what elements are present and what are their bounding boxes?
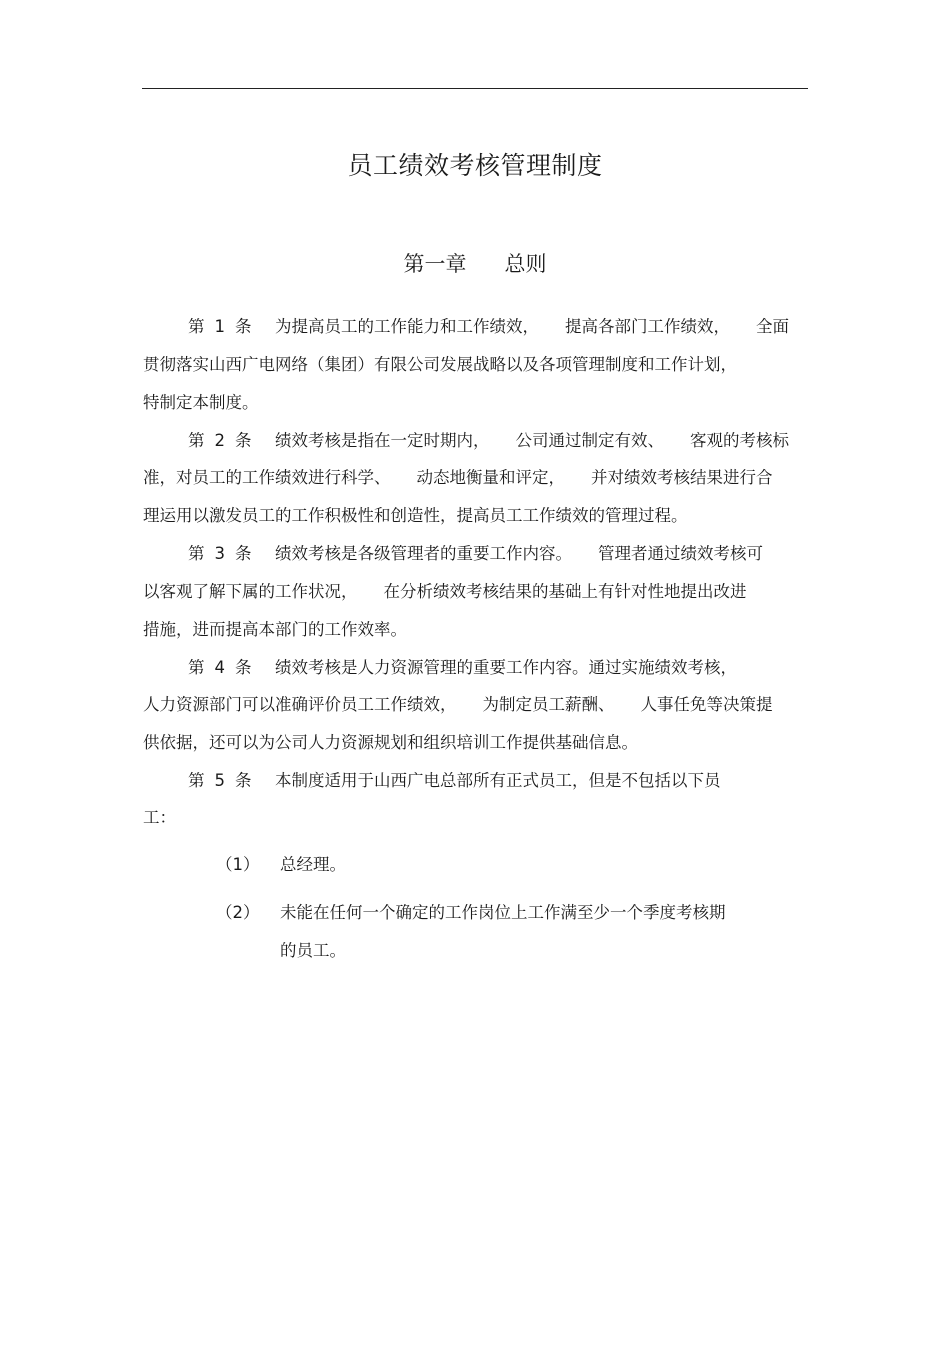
item-1-number: （1） bbox=[216, 855, 260, 874]
chapter-number: 第一章 bbox=[403, 252, 467, 276]
article-4-line-3: 供依据，还可以为公司人力资源规划和组织培训工作提供基础信息。 bbox=[143, 733, 638, 752]
chapter-name: 总则 bbox=[504, 252, 547, 276]
article-2-line-2: 准，对员工的工作绩效进行科学、 动态地衡量和评定， 并对绩效考核结果进行合 bbox=[143, 468, 773, 487]
item-2-number: （2） bbox=[216, 903, 260, 922]
article-4-line-2: 人力资源部门可以准确评价员工工作绩效， 为制定员工薪酬、 人事任免等决策提 bbox=[143, 695, 773, 714]
article-3-line-1: 第 3 条 绩效考核是各级管理者的重要工作内容。 管理者通过绩效考核可 bbox=[188, 541, 763, 567]
article-1-line-2: 贯彻落实山西广电网络（集团）有限公司发展战略以及各项管理制度和工作计划， bbox=[143, 355, 737, 374]
item-1-text: 总经理。 bbox=[280, 855, 346, 874]
header-rule bbox=[142, 88, 808, 89]
article-2-label: 第 2 条 bbox=[188, 431, 252, 450]
article-5-line-2: 工： bbox=[143, 808, 176, 827]
article-1-label: 第 1 条 bbox=[188, 317, 252, 336]
article-1-line-3: 特制定本制度。 bbox=[143, 393, 259, 412]
article-4-line-1: 第 4 条 绩效考核是人力资源管理的重要工作内容。通过实施绩效考核， bbox=[188, 655, 737, 681]
article-1-line-1: 第 1 条 为提高员工的工作能力和工作绩效， 提高各部门工作绩效， 全面 bbox=[188, 314, 789, 340]
article-3-label: 第 3 条 bbox=[188, 544, 252, 563]
article-2-line-1: 第 2 条 绩效考核是指在一定时期内， 公司通过制定有效、 客观的考核标 bbox=[188, 428, 789, 454]
article-3-line-3: 措施，进而提高本部门的工作效率。 bbox=[143, 620, 407, 639]
item-2-text-line-2: 的员工。 bbox=[280, 941, 346, 960]
item-2-text-line-1: 未能在任何一个确定的工作岗位上工作满至少一个季度考核期 bbox=[280, 903, 726, 922]
article-5-line-1: 第 5 条 本制度适用于山西广电总部所有正式员工，但是不包括以下员 bbox=[188, 768, 721, 794]
article-4-label: 第 4 条 bbox=[188, 658, 252, 677]
article-3-line-2: 以客观了解下属的工作状况， 在分析绩效考核结果的基础上有针对性地提出改进 bbox=[143, 582, 747, 601]
article-2-line-3: 理运用以激发员工的工作积极性和创造性，提高员工工作绩效的管理过程。 bbox=[143, 506, 688, 525]
chapter-heading bbox=[0, 246, 950, 282]
document-title: 员工绩效考核管理制度 bbox=[347, 151, 603, 180]
article-5-label: 第 5 条 bbox=[188, 771, 252, 790]
